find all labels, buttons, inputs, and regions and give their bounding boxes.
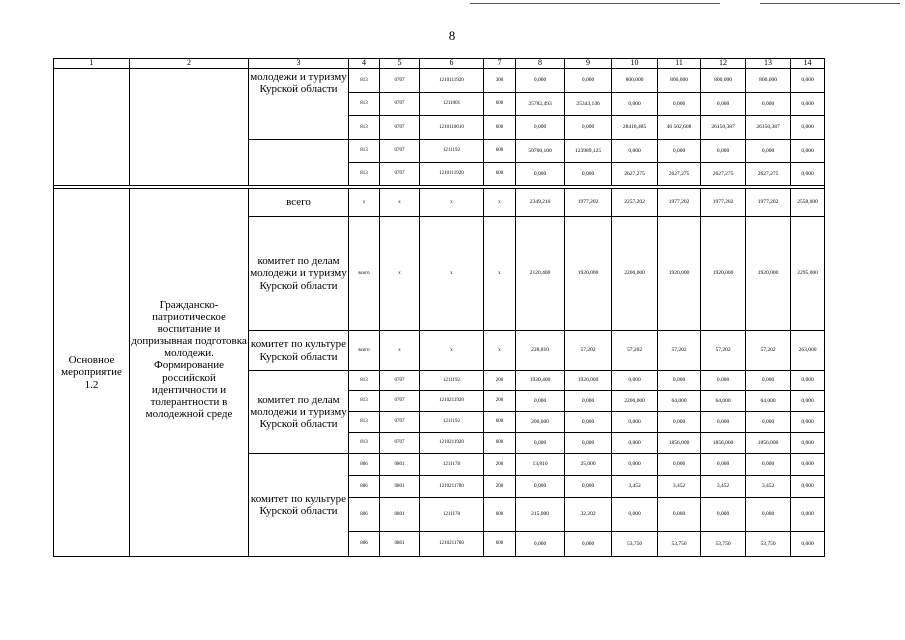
value-cell: 0,000	[565, 476, 612, 498]
grbs-cell: 806	[349, 532, 380, 557]
prev-executor-cell: молодежи и туризму Курской области	[249, 69, 349, 140]
prev-executor-empty	[249, 140, 349, 186]
rzpr-cell: x	[380, 217, 420, 331]
value-cell: 0,000	[791, 391, 825, 412]
total-label-cell: всего	[249, 189, 349, 217]
grbs-cell: 813	[349, 391, 380, 412]
value-cell: 0,000	[612, 454, 658, 476]
value-cell: 53,750	[612, 532, 658, 557]
value-cell: 57,202	[612, 331, 658, 371]
value-cell: 0,000	[612, 498, 658, 532]
value-cell: 2627,275	[658, 163, 701, 186]
grbs-cell: x	[349, 189, 380, 217]
col-header: 5	[380, 59, 420, 69]
value-cell: 0,000	[746, 454, 791, 476]
value-cell: 1920,000	[565, 217, 612, 331]
value-cell: 53,750	[746, 532, 791, 557]
value-cell: 1856,000	[701, 433, 746, 454]
value-cell: 64,000	[701, 391, 746, 412]
grbs-cell: 813	[349, 140, 380, 163]
value-cell: 0,000	[658, 93, 701, 116]
value-cell: 2627,275	[746, 163, 791, 186]
value-cell: 0,000	[658, 454, 701, 476]
col-header: 1	[54, 59, 130, 69]
value-cell: 2295,000	[791, 217, 825, 331]
value-cell: 1856,000	[658, 433, 701, 454]
table-row	[54, 189, 825, 217]
value-cell: 40 502,608	[658, 116, 701, 140]
vr-cell: 600	[484, 116, 516, 140]
csr-cell: 1211192	[420, 412, 484, 433]
vr-cell: 200	[484, 371, 516, 391]
value-cell: 64,000	[746, 391, 791, 412]
value-cell: 1977,202	[658, 189, 701, 217]
value-cell: 0,000	[565, 163, 612, 186]
value-cell: 13,810	[516, 454, 565, 476]
value-cell: 0,000	[565, 532, 612, 557]
event-name-cell	[130, 189, 249, 557]
col-header: 10	[612, 59, 658, 69]
value-cell: 0,000	[791, 163, 825, 186]
value-cell: 1920,000	[658, 217, 701, 331]
table-row	[54, 69, 825, 93]
col-header: 12	[701, 59, 746, 69]
value-cell: 2627,275	[612, 163, 658, 186]
value-cell: 57,202	[565, 331, 612, 371]
value-cell: 1856,000	[746, 433, 791, 454]
csr-cell: 1210211780	[420, 532, 484, 557]
value-cell: 1920,000	[746, 217, 791, 331]
header-row	[54, 59, 825, 69]
value-cell: 26150,387	[746, 116, 791, 140]
value-cell: 263,000	[791, 331, 825, 371]
csr-cell: 1211001	[420, 93, 484, 116]
rzpr-cell: 0801	[380, 498, 420, 532]
grbs-cell: 813	[349, 371, 380, 391]
csr-cell: x	[420, 189, 484, 217]
value-cell: 0,000	[791, 532, 825, 557]
value-cell: 1920,000	[701, 217, 746, 331]
vr-cell: 600	[484, 532, 516, 557]
value-cell: 0,000	[612, 412, 658, 433]
value-cell: 57,202	[701, 331, 746, 371]
value-cell: 3,452	[612, 476, 658, 498]
value-cell: 0,000	[746, 412, 791, 433]
col-header: 3	[249, 59, 349, 69]
value-cell: 0,000	[791, 498, 825, 532]
value-cell: 32,202	[565, 498, 612, 532]
value-cell: 1920,000	[565, 371, 612, 391]
csr-cell: 1210211920	[420, 433, 484, 454]
value-cell: 0,000	[516, 116, 565, 140]
value-cell: 57,202	[746, 331, 791, 371]
value-cell: 0,000	[612, 371, 658, 391]
value-cell: 1977,202	[565, 189, 612, 217]
vr-cell: 200	[484, 454, 516, 476]
value-cell: 0,000	[746, 93, 791, 116]
value-cell: 0,000	[565, 391, 612, 412]
event-status-text: Основное мероприятие 1.2	[61, 354, 122, 391]
csr-cell: 1211192	[420, 371, 484, 391]
value-cell: 26150,387	[701, 116, 746, 140]
value-cell: 0,000	[516, 69, 565, 93]
page-number: 8	[448, 28, 456, 43]
youth-executor-cell: комитет по делам молодежи и туризму Курской области	[249, 371, 349, 454]
csr-cell: 1211178	[420, 498, 484, 532]
value-cell: 25782,493	[516, 93, 565, 116]
col-header: 8	[516, 59, 565, 69]
vr-cell: 600	[484, 163, 516, 186]
value-cell: 215,000	[516, 498, 565, 532]
value-cell: 0,000	[791, 433, 825, 454]
vr-cell: 200	[484, 476, 516, 498]
col-header: 7	[484, 59, 516, 69]
value-cell: 0,000	[701, 454, 746, 476]
value-cell: 1920,400	[516, 371, 565, 391]
value-cell: 228,810	[516, 331, 565, 371]
value-cell: 0,000	[701, 93, 746, 116]
vr-cell: 200	[484, 391, 516, 412]
value-cell: 0,000	[791, 116, 825, 140]
value-cell: 123989,125	[565, 140, 612, 163]
col-header: 14	[791, 59, 825, 69]
value-cell: 0,000	[746, 140, 791, 163]
grbs-cell: 813	[349, 163, 380, 186]
value-cell: 25343,146	[565, 93, 612, 116]
value-cell: 3,452	[701, 476, 746, 498]
youth-total-label-cell: комитет по делам молодежи и туризму Курской области	[249, 217, 349, 331]
value-cell: 3,452	[746, 476, 791, 498]
value-cell: 0,000	[746, 498, 791, 532]
value-cell: 1977,202	[746, 189, 791, 217]
value-cell: 0,000	[791, 476, 825, 498]
value-cell: 25,000	[565, 454, 612, 476]
rzpr-cell: 0801	[380, 454, 420, 476]
top-rule-right	[760, 3, 900, 4]
value-cell: 2120,400	[516, 217, 565, 331]
vr-cell: x	[484, 217, 516, 331]
rzpr-cell: 0707	[380, 69, 420, 93]
csr-cell: x	[420, 217, 484, 331]
value-cell: 0,000	[791, 412, 825, 433]
grbs-cell: 813	[349, 433, 380, 454]
col-header: 13	[746, 59, 791, 69]
col-header: 11	[658, 59, 701, 69]
csr-cell: 1210111920	[420, 163, 484, 186]
value-cell: 0,000	[791, 371, 825, 391]
value-cell: 0,000	[516, 532, 565, 557]
grbs-cell: всего	[349, 331, 380, 371]
value-cell: 0,000	[612, 93, 658, 116]
value-cell: 0,000	[516, 476, 565, 498]
value-cell: 0,000	[565, 69, 612, 93]
value-cell: 0,000	[791, 69, 825, 93]
vr-cell: 600	[484, 498, 516, 532]
value-cell: 800,000	[746, 69, 791, 93]
vr-cell: x	[484, 189, 516, 217]
rzpr-cell: 0707	[380, 371, 420, 391]
col-header: 6	[420, 59, 484, 69]
rzpr-cell: 0707	[380, 412, 420, 433]
value-cell: 0,000	[791, 140, 825, 163]
value-cell: 3,452	[658, 476, 701, 498]
value-cell: 200,000	[516, 412, 565, 433]
event-name-text: Гражданско-патриотическое воспитание и допризывная подготовка молодежи. Формирование российской идентичности и толерантности в молодежной среде	[131, 299, 247, 420]
csr-cell: 1211192	[420, 140, 484, 163]
rzpr-cell: 0707	[380, 163, 420, 186]
grbs-cell: всего	[349, 217, 380, 331]
value-cell: 53,750	[658, 532, 701, 557]
value-cell: 1977,202	[701, 189, 746, 217]
prev-name-cell	[130, 69, 249, 186]
value-cell: 0,000	[565, 412, 612, 433]
value-cell: 50700,100	[516, 140, 565, 163]
value-cell: 2627,275	[701, 163, 746, 186]
value-cell: 2558,000	[791, 189, 825, 217]
grbs-cell: 813	[349, 412, 380, 433]
value-cell: 0,000	[516, 391, 565, 412]
value-cell: 0,000	[701, 498, 746, 532]
grbs-cell: 813	[349, 116, 380, 140]
grbs-cell: 806	[349, 476, 380, 498]
value-cell: 0,000	[565, 433, 612, 454]
rzpr-cell: x	[380, 189, 420, 217]
culture-executor-cell: комитет по культуре Курской области	[249, 454, 349, 557]
grbs-cell: 813	[349, 93, 380, 116]
csr-cell: 1210110010	[420, 116, 484, 140]
value-cell: 64,000	[658, 391, 701, 412]
col-header: 9	[565, 59, 612, 69]
value-cell: 53,750	[701, 532, 746, 557]
rzpr-cell: 0801	[380, 476, 420, 498]
value-cell: 0,000	[658, 412, 701, 433]
value-cell: 2200,000	[612, 217, 658, 331]
value-cell: 0,000	[516, 163, 565, 186]
rzpr-cell: 0801	[380, 532, 420, 557]
csr-cell: x	[420, 331, 484, 371]
value-cell: 800,000	[658, 69, 701, 93]
rzpr-cell: 0707	[380, 391, 420, 412]
csr-cell: 1211178	[420, 454, 484, 476]
culture-total-label-cell: комитет по культуре Курской области	[249, 331, 349, 371]
rzpr-cell: 0707	[380, 93, 420, 116]
csr-cell: 1210111920	[420, 69, 484, 93]
grbs-cell: 813	[349, 69, 380, 93]
value-cell: 0,000	[701, 140, 746, 163]
value-cell: 0,000	[658, 140, 701, 163]
vr-cell: 300	[484, 69, 516, 93]
top-rule-left	[470, 3, 720, 4]
grbs-cell: 806	[349, 498, 380, 532]
grbs-cell: 806	[349, 454, 380, 476]
value-cell: 57,202	[658, 331, 701, 371]
rzpr-cell: 0707	[380, 116, 420, 140]
value-cell: 2349,210	[516, 189, 565, 217]
csr-cell: 1210211780	[420, 476, 484, 498]
value-cell: 0,000	[658, 498, 701, 532]
rzpr-cell: x	[380, 331, 420, 371]
value-cell: 0,000	[791, 93, 825, 116]
value-cell: 0,000	[612, 433, 658, 454]
value-cell: 0,000	[565, 116, 612, 140]
value-cell: 800,000	[701, 69, 746, 93]
value-cell: 800,000	[612, 69, 658, 93]
budget-table	[53, 58, 825, 557]
value-cell: 0,000	[701, 371, 746, 391]
vr-cell: 600	[484, 433, 516, 454]
value-cell: 0,000	[701, 412, 746, 433]
csr-cell: 1210211920	[420, 391, 484, 412]
value-cell: 0,000	[791, 454, 825, 476]
rzpr-cell: 0707	[380, 140, 420, 163]
prev-status-cell	[54, 69, 130, 186]
value-cell: 28418,485	[612, 116, 658, 140]
vr-cell: 600	[484, 140, 516, 163]
rzpr-cell: 0707	[380, 433, 420, 454]
vr-cell: 600	[484, 93, 516, 116]
value-cell: 2200,000	[612, 391, 658, 412]
value-cell: 0,000	[516, 433, 565, 454]
value-cell: 0,000	[658, 371, 701, 391]
col-header: 4	[349, 59, 380, 69]
vr-cell: x	[484, 331, 516, 371]
vr-cell: 600	[484, 412, 516, 433]
value-cell: 2257,202	[612, 189, 658, 217]
value-cell: 0,000	[746, 371, 791, 391]
event-status-cell	[54, 189, 130, 557]
col-header: 2	[130, 59, 249, 69]
value-cell: 0,000	[612, 140, 658, 163]
